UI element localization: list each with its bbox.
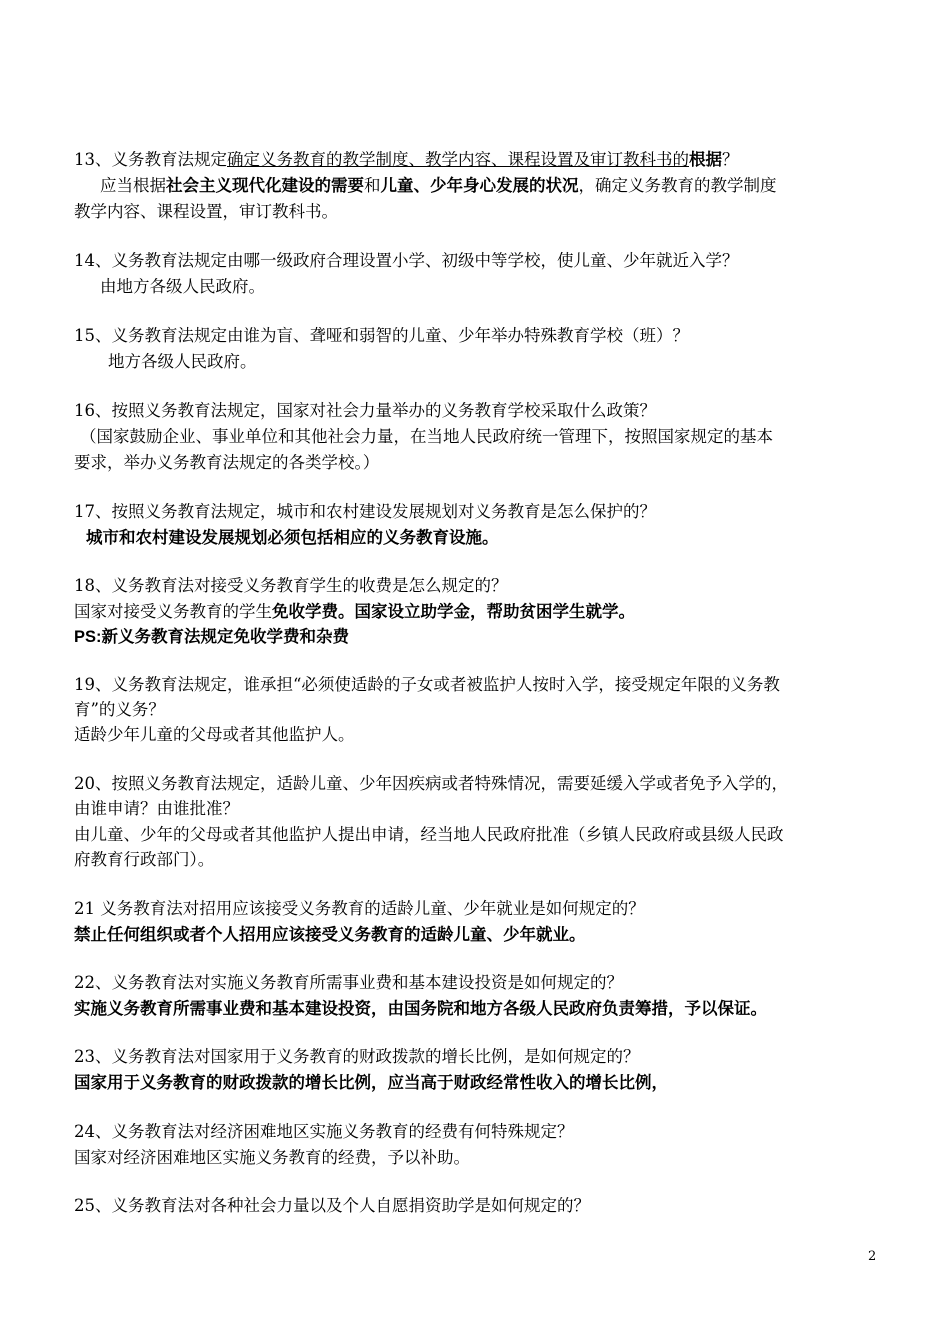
answer-23: 国家用于义务教育的财政拨款的增长比例，应当高于财政经常性收入的增长比例， (74, 1073, 668, 1092)
answer-19: 适龄少年儿童的父母或者其他监护人。 (74, 725, 355, 744)
answer-13-bold-a: 社会主义现代化建设的需要 (166, 176, 364, 195)
answer-22: 实施义务教育所需事业费和基本建设投资，由国务院和地方各级人民政府负责筹措，予以保证。 (74, 999, 767, 1018)
answer-13-text-a: 应当根据 (100, 176, 166, 195)
question-23: 23、义务教育法对国家用于义务教育的财政拨款的增长比例，是如何规定的？ (74, 1047, 640, 1066)
question-24: 24、义务教育法对经济困难地区实施义务教育的经费有何特殊规定？ (74, 1122, 574, 1141)
answer-18-text: 国家对接受义务教育的学生 (74, 602, 272, 621)
question-13-end: ？ (722, 150, 739, 169)
question-22: 22、义务教育法对实施义务教育所需事业费和基本建设投资是如何规定的？ (74, 973, 623, 992)
answer-18-bold: 免收学费。国家设立助学金，帮助贫困学生就学。 (272, 602, 635, 621)
question-20-line-1: 20、按照义务教育法规定，适龄儿童、少年因疾病或者特殊情况，需要延缓入学或者免予入学的， (74, 774, 788, 793)
answer-14: 由地方各级人民政府。 (100, 277, 265, 296)
question-13-text: 13、义务教育法规定 (74, 150, 227, 169)
answer-13-line-1 (100, 174, 777, 198)
answer-21: 禁止任何组织或者个人招用应该接受义务教育的适龄儿童、少年就业。 (74, 925, 586, 944)
question-13 (74, 148, 739, 172)
question-14: 14、义务教育法规定由哪一级政府合理设置小学、初级中等学校，使儿童、少年就近入学？ (74, 251, 739, 270)
answer-18-line-1 (74, 600, 635, 624)
question-15: 15、义务教育法规定由谁为盲、聋哑和弱智的儿童、少年举办特殊教育学校（班）？ (74, 326, 689, 345)
question-19-line-2: 育”的义务？ (74, 700, 165, 719)
question-13-bold: 根据 (689, 150, 722, 169)
question-19-line-1: 19、义务教育法规定，谁承担“必须使适龄的子女或者被监护人按时入学，接受规定年限的义务教 (74, 675, 780, 694)
question-20-line-2: 由谁申请？由谁批准？ (74, 799, 239, 818)
answer-15: 地方各级人民政府。 (108, 352, 257, 371)
question-21: 21 义务教育法对招用应该接受义务教育的适龄儿童、少年就业是如何规定的？ (74, 899, 645, 918)
answer-18-ps: PS:新义务教育法规定免收学费和杂费 (74, 628, 350, 646)
answer-16-line-1: （国家鼓励企业、事业单位和其他社会力量，在当地人民政府统一管理下，按照国家规定的基本 (80, 427, 773, 446)
question-16: 16、按照义务教育法规定，国家对社会力量举办的义务教育学校采取什么政策？ (74, 401, 656, 420)
answer-24: 国家对经济困难地区实施义务教育的经费，予以补助。 (74, 1148, 470, 1167)
answer-13-bold-b: 儿童、少年身心发展的状况 (380, 176, 579, 195)
answer-17: 城市和农村建设发展规划必须包括相应的义务教育设施。 (86, 528, 499, 547)
page-number: 2 (868, 1249, 877, 1264)
question-25: 25、义务教育法对各种社会力量以及个人自愿捐资助学是如何规定的？ (74, 1196, 590, 1215)
question-13-underlined: 确定义务教育的教学制度、教学内容、课程设置及审订教科书的 (227, 150, 689, 169)
answer-20-line-1: 由儿童、少年的父母或者其他监护人提出申请，经当地人民政府批准（乡镇人民政府或县级人民政 (74, 825, 784, 844)
answer-13-text-e: ，确定义务教育的教学制度 (578, 176, 777, 195)
question-17: 17、按照义务教育法规定，城市和农村建设发展规划对义务教育是怎么保护的？ (74, 502, 656, 521)
answer-20-line-2: 府教育行政部门）。 (74, 850, 215, 869)
question-18: 18、义务教育法对接受义务教育学生的收费是怎么规定的？ (74, 576, 508, 595)
answer-16-line-2: 要求，举办义务教育法规定的各类学校。） (74, 453, 380, 472)
answer-13-line-2: 教学内容、课程设置，审订教科书。 (74, 202, 338, 221)
answer-13-text-c: 和 (364, 176, 381, 195)
